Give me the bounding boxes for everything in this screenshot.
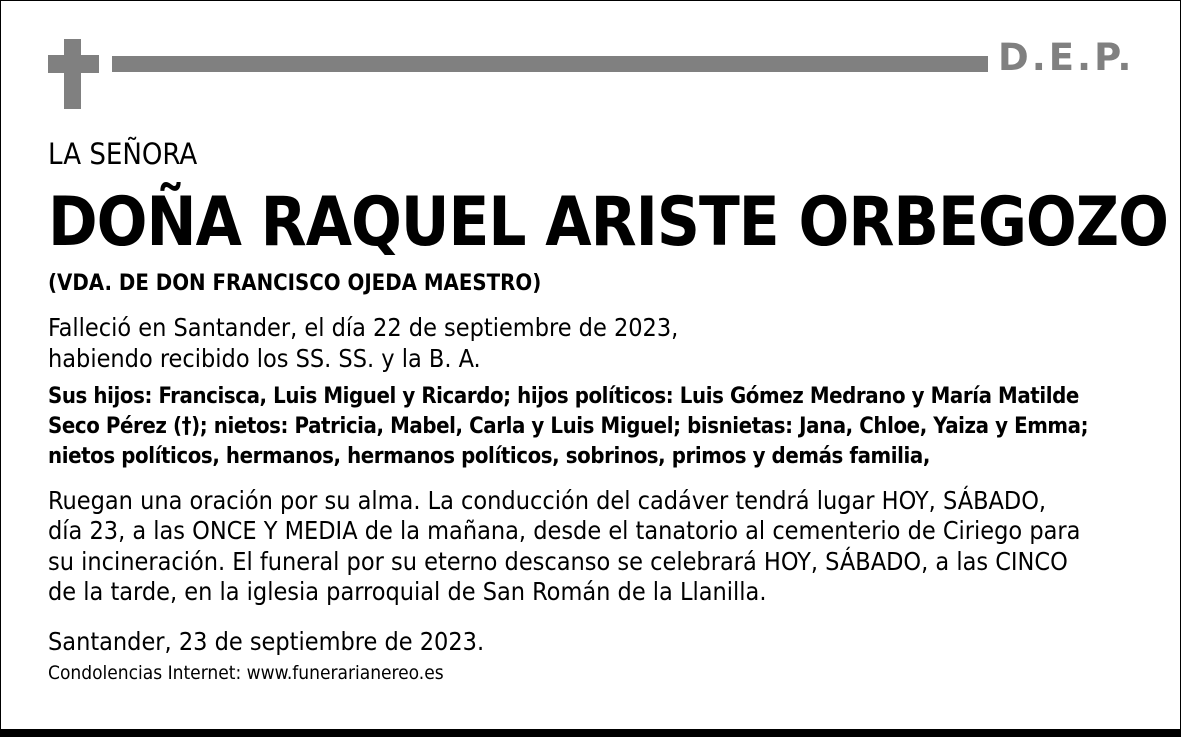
dep-label: D.E.P. — [998, 36, 1135, 79]
cross-icon — [64, 39, 81, 109]
condolences-link: Condolencias Internet: www.funerarianereo.es — [48, 662, 444, 684]
family-list — [48, 382, 1088, 472]
service-line: su incineración. El funeral por su eterno descanso se celebrará HOY, SÁBADO, a las CINCO — [48, 546, 1068, 576]
cross-icon-arm — [48, 55, 99, 73]
death-line: Falleció en Santander, el día 22 de septiembre de 2023, — [48, 313, 679, 342]
service-details — [48, 486, 1080, 607]
service-line: de la tarde, en la iglesia parroquial de San Román de la Llanilla. — [48, 576, 767, 606]
death-line: habiendo recibido los SS. SS. y la B. A. — [48, 344, 481, 373]
honorific: LA SEÑORA — [48, 137, 198, 171]
death-statement — [48, 312, 678, 374]
service-line: Ruegan una oración por su alma. La conducción del cadáver tendrá lugar HOY, SÁBADO, — [48, 486, 1047, 515]
family-line: nietos políticos, hermanos, hermanos políticos, sobrinos, primos y demás familia, — [48, 444, 930, 469]
widow-of: (VDA. DE DON FRANCISCO OJEDA MAESTRO) — [48, 271, 542, 296]
family-line: Sus hijos: Francisca, Luis Miguel y Ricardo; hijos políticos: Luis Gómez Medrano y María Matilde — [48, 384, 1079, 409]
place-date: Santander, 23 de septiembre de 2023. — [48, 627, 485, 656]
family-line: Seco Pérez (†); nietos: Patricia, Mabel, Carla y Luis Miguel; bisnietas: Jana, Chloe, Yaiza y Emma; — [48, 414, 1089, 439]
deceased-name: DOÑA RAQUEL ARISTE ORBEGOZO — [48, 183, 1168, 262]
header-rule — [112, 56, 988, 72]
bottom-rule — [1, 729, 1180, 736]
service-line: día 23, a las ONCE Y MEDIA de la mañana, desde el tanatorio al cementerio de Ciriego para — [48, 516, 1081, 546]
